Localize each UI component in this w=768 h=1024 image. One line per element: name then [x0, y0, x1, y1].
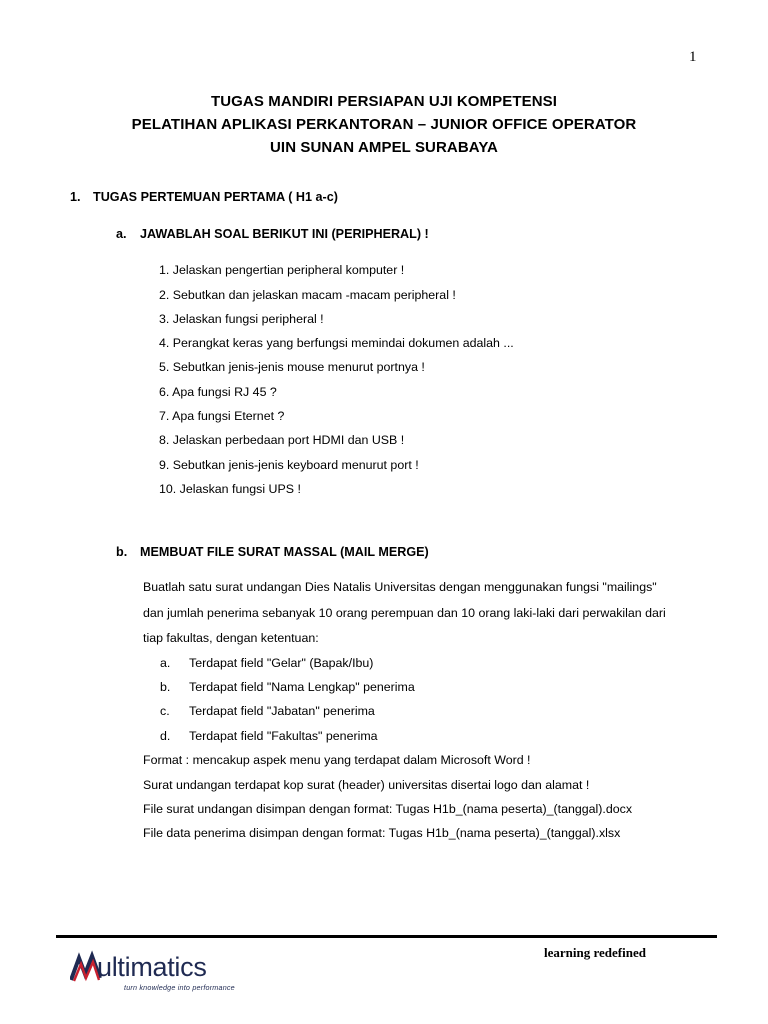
- note-line: Format : mencakup aspek menu yang terdapat dalam Microsoft Word !: [143, 753, 531, 767]
- list-item: 5. Sebutkan jenis-jenis mouse menurut portnya !: [159, 360, 425, 374]
- list-item: 8. Jelaskan perbedaan port HDMI dan USB !: [159, 433, 405, 447]
- field-item: Terdapat field "Gelar" (Bapak/Ibu): [189, 656, 374, 670]
- part-a-letter: a.: [116, 227, 127, 241]
- list-item: 4. Perangkat keras yang berfungsi memindai dokumen adalah ...: [159, 336, 514, 350]
- title-line-3: UIN SUNAN AMPEL SURABAYA: [270, 139, 498, 156]
- field-item: Terdapat field "Nama Lengkap" penerima: [189, 680, 415, 694]
- list-item: 1. Jelaskan pengertian peripheral komputer !: [159, 263, 405, 277]
- list-item: 3. Jelaskan fungsi peripheral !: [159, 312, 324, 326]
- section-number: 1.: [70, 190, 81, 204]
- note-line: Surat undangan terdapat kop surat (header) universitas disertai logo dan alamat !: [143, 778, 590, 792]
- title-line-2: PELATIHAN APLIKASI PERKANTORAN – JUNIOR OFFICE OPERATOR: [131, 116, 637, 133]
- field-letter: a.: [160, 656, 171, 670]
- intro-line: dan jumlah penerima sebanyak 10 orang perempuan dan 10 orang laki-laki dari perwakilan dari: [143, 606, 666, 620]
- footer-tagline: learning redefined: [544, 945, 646, 960]
- part-b-letter: b.: [116, 545, 128, 559]
- note-line: File surat undangan disimpan dengan format: Tugas H1b_(nama peserta)_(tanggal).docx: [143, 802, 633, 816]
- document-title: [0, 90, 768, 159]
- title-line-1: TUGAS MANDIRI PERSIAPAN UJI KOMPETENSI: [210, 93, 558, 110]
- section-heading: TUGAS PERTEMUAN PERTAMA ( H1 a-c): [93, 190, 338, 204]
- note-line: File data penerima disimpan dengan format: Tugas H1b_(nama peserta)_(tanggal).xlsx: [143, 826, 621, 840]
- list-item: 10. Jelaskan fungsi UPS !: [159, 482, 301, 496]
- field-letter: d.: [160, 729, 171, 743]
- field-letter: b.: [160, 680, 171, 694]
- list-item: 7. Apa fungsi Eternet ?: [159, 409, 285, 423]
- logo-slogan: turn knowledge into performance: [124, 983, 235, 992]
- logo-wordmark: ultimatics: [97, 952, 207, 982]
- part-b-heading: MEMBUAT FILE SURAT MASSAL (MAIL MERGE): [140, 545, 429, 559]
- intro-line: Buatlah satu surat undangan Dies Natalis Universitas dengan menggunakan fungsi "mailings": [143, 580, 657, 594]
- field-letter: c.: [160, 704, 170, 718]
- list-item: 9. Sebutkan jenis-jenis keyboard menurut port !: [159, 458, 419, 472]
- list-item: 6. Apa fungsi RJ 45 ?: [159, 385, 277, 399]
- field-item: Terdapat field "Jabatan" penerima: [189, 704, 375, 718]
- intro-line: tiap fakultas, dengan ketentuan:: [143, 631, 319, 645]
- list-item: 2. Sebutkan dan jelaskan macam -macam peripheral !: [159, 288, 456, 302]
- part-a-heading: JAWABLAH SOAL BERIKUT INI (PERIPHERAL) !: [140, 227, 429, 241]
- field-item: Terdapat field "Fakultas" penerima: [189, 729, 378, 743]
- page-number: 1: [689, 49, 697, 65]
- footer-divider: [56, 935, 717, 938]
